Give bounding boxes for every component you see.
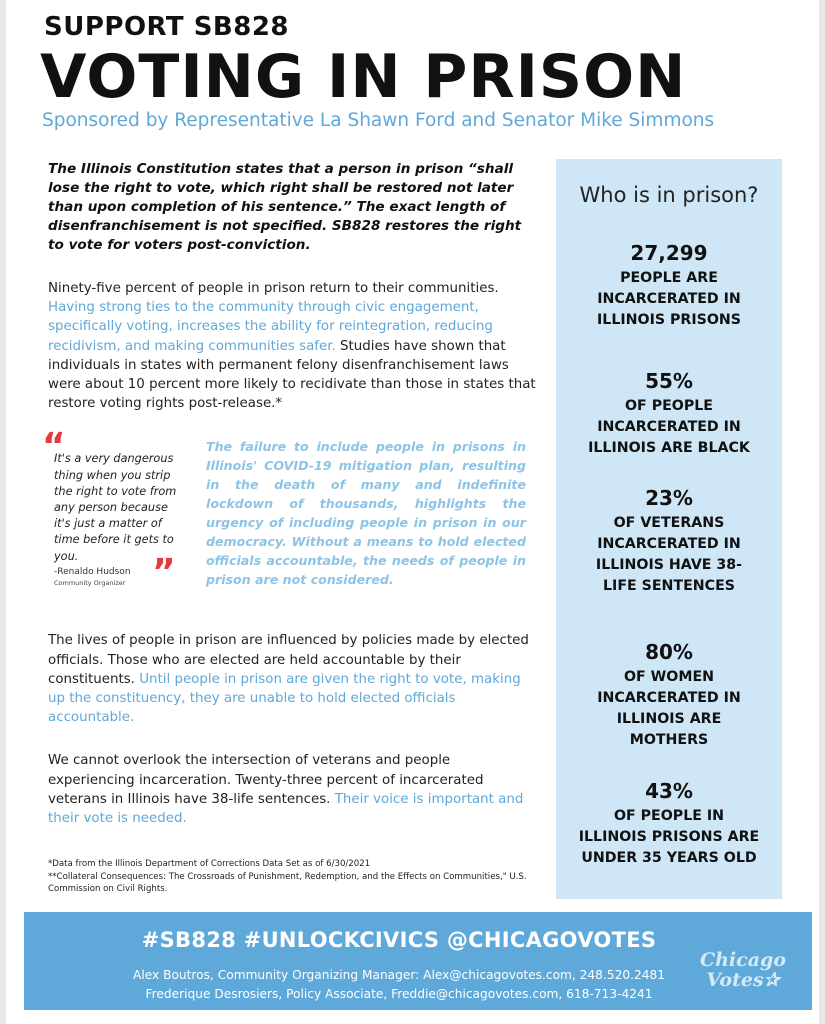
sponsors-line: Sponsored by Representative La Shawn Ford and Senator Mike Simmons [42,110,715,131]
veterans-paragraph [48,751,536,828]
kicker: SUPPORT SB828 [44,12,290,42]
stat-number: 80% [645,640,693,664]
page-edge-left [0,0,6,1024]
quote-author: -Renaldo Hudson [54,567,131,578]
stat-desc-line: INCARCERATED IN [597,419,741,435]
veterans-text-a: We cannot overlook the intersection of veterans and people experiencing incarceration. Twenty-three percent of incarcerated veterans in Illinois have 38-life sentences. [48,753,484,807]
stat-under-35 [556,779,782,869]
footer-hashtags: #SB828 #UNLOCKCIVICS @CHICAGOVOTES [141,928,657,952]
footnotes [48,858,536,895]
stat-description [556,268,782,331]
stat-description [556,396,782,459]
accountability-text-a: The lives of people in prison are influenced by policies made by elected officials. Those who are elected are held accountable by their constituents. [48,633,529,687]
stat-desc-line: INCARCERATED IN [597,291,741,307]
stat-description [556,667,782,751]
stat-desc-line: UNDER 35 YEARS OLD [581,850,757,866]
recidivism-paragraph [48,279,536,413]
footnote-2: **Collateral Consequences: The Crossroads of Punishment, Redemption, and the Effects on Communities," U.S. Commission on Civil Rights. [48,871,527,895]
stat-number: 43% [645,779,693,803]
stat-desc-line: LIFE SENTENCES [603,578,735,594]
stat-desc-line: OF VETERANS [613,515,725,531]
page-title: VOTING IN PRISON [40,42,687,112]
stat-number: 23% [645,486,693,510]
chicago-votes-logo [688,950,798,998]
stat-description [556,513,782,597]
pull-quote: The failure to include people in prisons in Illinois' COVID-19 mitigation plan, resulting in the death of many and indefinite lockdown of thousands, highlights the urgency of including people in prison in our democracy. Without a means to hold elected officials accountable, the needs of people in prison are not considered. [206,439,526,588]
quote-text: It's a very dangerous thing when you strip the right to vote from any person because it's just a matter of time before it gets to you. [54,452,177,563]
accountability-highlight: Until people in prison are given the right to vote, making up the constituency, they are unable to hold elected officials accountable. [48,671,521,726]
recidivism-text-c: Studies have shown that individuals in states with permanent felony disenfranchisement laws were about 10 percent more likely to recidivate than those in states that restore voting rights post-release.* [48,338,536,412]
logo-line-2: Votes✰ [706,969,780,991]
quote-block [42,426,536,607]
stats-sidebar [556,159,782,899]
stat-desc-line: OF WOMEN [623,669,715,685]
stat-desc-line: ILLINOIS ARE [616,711,722,727]
recidivism-text-a: Ninety-five percent of people in prison return to their communities. [48,281,499,296]
close-quote-icon: ” [152,552,176,594]
contact-frederique: Frederique Desrosiers, Policy Associate, Freddie@chicagovotes.com, 618-713-4241 [145,987,653,1001]
stat-desc-line: INCARCERATED IN [597,690,741,706]
page-edge-right [819,0,825,1024]
stat-incarcerated-total [556,241,782,331]
intro-paragraph: The Illinois Constitution states that a person in prison “shall lose the right to vote, which right shall be restored not later than upon completion of his sentence.” The exact length of disenfranchisement is not specified. SB828 restores the right to vote for voters post-conviction. [48,161,522,253]
stat-number: 55% [645,369,693,393]
stat-desc-line: ILLINOIS PRISONS ARE [578,829,760,845]
sidebar-title: Who is in prison? [579,183,759,207]
quote-author-role: Community Organizer [54,579,126,588]
stat-desc-line: MOTHERS [629,732,709,748]
open-quote-icon: “ [42,426,66,468]
footnote-1: *Data from the Illinois Department of Corrections Data Set as of 6/30/2021 [48,859,371,870]
accountability-paragraph [48,631,536,727]
logo-line-1: Chicago [700,949,786,971]
stat-desc-line: PEOPLE ARE [620,270,718,286]
stat-desc-line: ILLINOIS PRISONS [597,312,741,328]
stat-description [556,806,782,869]
stat-desc-line: INCARCERATED IN [597,536,741,552]
stat-veterans [556,486,782,597]
stat-number: 27,299 [630,241,708,265]
stat-mothers [556,640,782,751]
recidivism-highlight: Having strong ties to the community through civic engagement, specifically voting, increases the ability for reintegration, reducing recidivism, and making communities safer. [48,300,493,354]
stat-desc-line: ILLINOIS ARE BLACK [588,440,750,456]
contact-alex: Alex Boutros, Community Organizing Manager: Alex@chicagovotes.com, 248.520.2481 [133,968,665,982]
footer-banner [24,912,812,1010]
stat-desc-line: ILLINOIS HAVE 38- [595,557,743,573]
stat-desc-line: OF PEOPLE [625,398,713,414]
stat-desc-line: OF PEOPLE IN [613,808,725,824]
veterans-highlight: Their voice is important and their vote is needed. [48,791,524,827]
stat-black [556,369,782,459]
main-column [42,160,536,895]
